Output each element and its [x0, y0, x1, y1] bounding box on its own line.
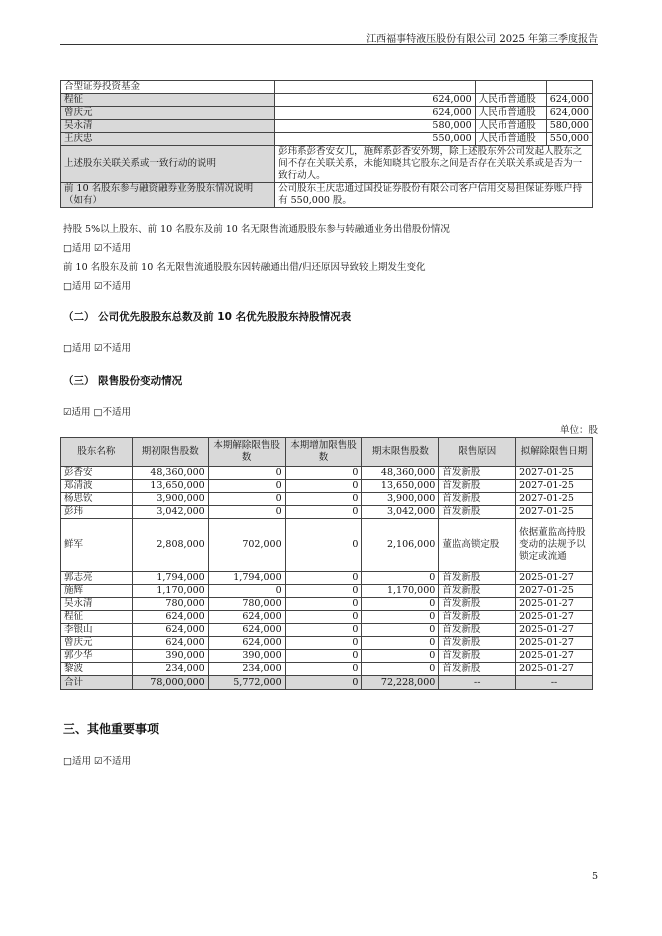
- table-cell: 曾庆元: [61, 637, 133, 650]
- table-row: [61, 94, 593, 107]
- table-cell: 0: [362, 663, 439, 676]
- table-cell: 3,042,000: [132, 506, 208, 519]
- table-row: [61, 519, 593, 572]
- cell-name: 曾庆元: [61, 107, 275, 120]
- relation-row: [61, 146, 593, 183]
- table-cell: 2025-01-27: [516, 572, 593, 585]
- table-cell: 2027-01-25: [516, 506, 593, 519]
- cell-type: 人民币普通股: [475, 107, 546, 120]
- table-row: [61, 650, 593, 663]
- table-cell: 首发新股: [439, 624, 516, 637]
- table-cell: 李银山: [61, 624, 133, 637]
- cell-name: 程征: [61, 94, 275, 107]
- table-cell: 施辉: [61, 585, 133, 598]
- table-cell: 0: [208, 467, 285, 480]
- lending-change-note: 前 10 名股东及前 10 名无限售流通股股东因转融通出借/归还原因导致较上期发生变化: [63, 262, 426, 273]
- table-row: [61, 81, 593, 94]
- cell-type: 人民币普通股: [475, 133, 546, 146]
- table-cell: 624,000: [132, 637, 208, 650]
- table-cell: 234,000: [132, 663, 208, 676]
- table-cell: 首发新股: [439, 611, 516, 624]
- table-row: [61, 133, 593, 146]
- table-cell: 首发新股: [439, 480, 516, 493]
- relation-label: 上述股东关联关系或一致行动的说明: [61, 146, 275, 183]
- table-cell: 2027-01-25: [516, 480, 593, 493]
- table-cell: 3,042,000: [362, 506, 439, 519]
- col-header: 本期增加限售股数: [285, 438, 362, 467]
- table-cell: 0: [285, 467, 362, 480]
- table-cell: 2025-01-27: [516, 598, 593, 611]
- table-cell: 鲜军: [61, 519, 133, 572]
- table-row: [61, 663, 593, 676]
- page-header: 江西福事特液压股份有限公司 2025 年第三季度报告: [366, 34, 598, 45]
- total-cell: 78,000,000: [132, 676, 208, 690]
- table-row: [61, 624, 593, 637]
- restricted-shares-table: [60, 437, 593, 690]
- top-shareholders-table: [60, 80, 593, 208]
- table-cell: 彭香安: [61, 467, 133, 480]
- cell-num: 550,000: [546, 133, 592, 146]
- total-label: 合计: [61, 676, 133, 690]
- table-cell: 1,794,000: [132, 572, 208, 585]
- table-cell: 首发新股: [439, 598, 516, 611]
- table-cell: 首发新股: [439, 637, 516, 650]
- cell-qty: 624,000: [275, 107, 476, 120]
- table-cell: 0: [285, 624, 362, 637]
- table-cell: 390,000: [132, 650, 208, 663]
- table-cell: 1,170,000: [132, 585, 208, 598]
- cell-num: 580,000: [546, 120, 592, 133]
- table-cell: 0: [285, 480, 362, 493]
- table-row: [61, 120, 593, 133]
- table-row: [61, 467, 593, 480]
- table-row: [61, 611, 593, 624]
- cell-qty: 550,000: [275, 133, 476, 146]
- other-matters-heading: 三、其他重要事项: [63, 722, 160, 736]
- table-cell: 0: [208, 506, 285, 519]
- table-cell: 624,000: [208, 637, 285, 650]
- col-header: 限售原因: [439, 438, 516, 467]
- table-row: [61, 107, 593, 120]
- table-cell: 0: [362, 624, 439, 637]
- table-cell: 624,000: [132, 624, 208, 637]
- table-cell: 780,000: [132, 598, 208, 611]
- table-cell: 2,808,000: [132, 519, 208, 572]
- restricted-shares-heading: （三） 限售股份变动情况: [63, 375, 183, 387]
- table-cell: 郭志亮: [61, 572, 133, 585]
- table-cell: 首发新股: [439, 467, 516, 480]
- table-cell: 首发新股: [439, 650, 516, 663]
- table-cell: 624,000: [132, 611, 208, 624]
- total-cell: 0: [285, 676, 362, 690]
- cell-num: 624,000: [546, 107, 592, 120]
- table-cell: 13,650,000: [362, 480, 439, 493]
- cell-name: 吴永清: [61, 120, 275, 133]
- table-cell: 1,794,000: [208, 572, 285, 585]
- table-cell: 依据董监高持股变动的法规予以锁定或流通: [516, 519, 593, 572]
- unit-label: 单位：股: [559, 425, 598, 436]
- table-cell: 0: [285, 637, 362, 650]
- margin-label: 前 10 名股东参与融资融券业务股东情况说明（如有）: [61, 183, 275, 208]
- table-cell: 彭玮: [61, 506, 133, 519]
- table-cell: 0: [285, 585, 362, 598]
- table-cell: 首发新股: [439, 493, 516, 506]
- col-header: 期末限售股数: [362, 438, 439, 467]
- table-cell: 黎波: [61, 663, 133, 676]
- applicable-checkbox-2: □适用 ☑不适用: [63, 281, 132, 292]
- table-cell: 48,360,000: [132, 467, 208, 480]
- table-row: [61, 637, 593, 650]
- total-cell: --: [439, 676, 516, 690]
- applicable-checkbox-4: ☑适用 □不适用: [63, 407, 132, 418]
- table-cell: 2025-01-27: [516, 611, 593, 624]
- table-cell: 2027-01-25: [516, 585, 593, 598]
- cell-type: 人民币普通股: [475, 120, 546, 133]
- table-cell: 2027-01-25: [516, 493, 593, 506]
- table-cell: 0: [208, 480, 285, 493]
- securities-lending-note: 持股 5%以上股东、前 10 名股东及前 10 名无限售流通股股东参与转融通业务出借股份情况: [63, 224, 450, 235]
- applicable-checkbox-5: □适用 ☑不适用: [63, 756, 132, 767]
- cell-qty: 580,000: [275, 120, 476, 133]
- total-cell: --: [516, 676, 593, 690]
- table-cell: 郭少华: [61, 650, 133, 663]
- table-row: [61, 480, 593, 493]
- table-row: [61, 585, 593, 598]
- cell-name: 王庆忠: [61, 133, 275, 146]
- table-cell: 程征: [61, 611, 133, 624]
- table-row: [61, 493, 593, 506]
- table-cell: 3,900,000: [362, 493, 439, 506]
- table-cell: 234,000: [208, 663, 285, 676]
- table-cell: 0: [285, 506, 362, 519]
- table-cell: 2025-01-27: [516, 650, 593, 663]
- table-cell: 0: [285, 572, 362, 585]
- margin-row: [61, 183, 593, 208]
- table-cell: 48,360,000: [362, 467, 439, 480]
- table-cell: 董监高锁定股: [439, 519, 516, 572]
- table-cell: 0: [285, 598, 362, 611]
- cell-num: 624,000: [546, 94, 592, 107]
- header-rule: [60, 44, 598, 45]
- table-header-row: [61, 438, 593, 467]
- total-cell: 72,228,000: [362, 676, 439, 690]
- table-cell: 0: [285, 650, 362, 663]
- table-cell: 702,000: [208, 519, 285, 572]
- cell-name: 合型证券投资基金: [61, 81, 275, 94]
- table-cell: 0: [362, 650, 439, 663]
- table-cell: 3,900,000: [132, 493, 208, 506]
- total-cell: 5,772,000: [208, 676, 285, 690]
- table-cell: 0: [285, 663, 362, 676]
- table-row: [61, 572, 593, 585]
- table-cell: 2025-01-27: [516, 624, 593, 637]
- applicable-checkbox-1: □适用 ☑不适用: [63, 243, 132, 254]
- table-cell: 首发新股: [439, 663, 516, 676]
- table-cell: 0: [208, 493, 285, 506]
- applicable-checkbox-3: □适用 ☑不适用: [63, 343, 132, 354]
- col-header: 拟解除限售日期: [516, 438, 593, 467]
- table-cell: 624,000: [208, 624, 285, 637]
- table-cell: 郑清波: [61, 480, 133, 493]
- page-number: 5: [592, 871, 599, 882]
- table-cell: 13,650,000: [132, 480, 208, 493]
- table-cell: 2027-01-25: [516, 467, 593, 480]
- table-cell: 首发新股: [439, 572, 516, 585]
- table-cell: 0: [285, 519, 362, 572]
- table-cell: 0: [285, 611, 362, 624]
- cell-qty: 624,000: [275, 94, 476, 107]
- col-header: 股东名称: [61, 438, 133, 467]
- table-cell: 2025-01-27: [516, 637, 593, 650]
- table-cell: 2,106,000: [362, 519, 439, 572]
- margin-text: 公司股东王庆忠通过国投证券股份有限公司客户信用交易担保证券账户持有 550,000 股。: [275, 183, 593, 208]
- col-header: 本期解除限售股数: [208, 438, 285, 467]
- cell-type: 人民币普通股: [475, 94, 546, 107]
- table-cell: 780,000: [208, 598, 285, 611]
- table-cell: 0: [362, 598, 439, 611]
- table-cell: 首发新股: [439, 585, 516, 598]
- relation-text: 彭玮系彭香安女儿，施辉系彭香安外甥，除上述股东外公司发起人股东之间不存在关联关系，未能知晓其它股东之间是否存在关联关系或是否为一致行动人。: [275, 146, 593, 183]
- preferred-shareholders-heading: （二） 公司优先股股东总数及前 10 名优先股股东持股情况表: [63, 311, 352, 323]
- table-cell: 624,000: [208, 611, 285, 624]
- table-cell: 2025-01-27: [516, 663, 593, 676]
- total-row: [61, 676, 593, 690]
- table-cell: 0: [362, 611, 439, 624]
- col-header: 期初限售股数: [132, 438, 208, 467]
- table-row: [61, 598, 593, 611]
- table-cell: 390,000: [208, 650, 285, 663]
- table-cell: 0: [362, 637, 439, 650]
- table-cell: 1,170,000: [362, 585, 439, 598]
- table-cell: 杨思钦: [61, 493, 133, 506]
- table-cell: 首发新股: [439, 506, 516, 519]
- table-cell: 0: [362, 572, 439, 585]
- table-cell: 0: [285, 493, 362, 506]
- table-cell: 吴永清: [61, 598, 133, 611]
- table-cell: 0: [208, 585, 285, 598]
- table-row: [61, 506, 593, 519]
